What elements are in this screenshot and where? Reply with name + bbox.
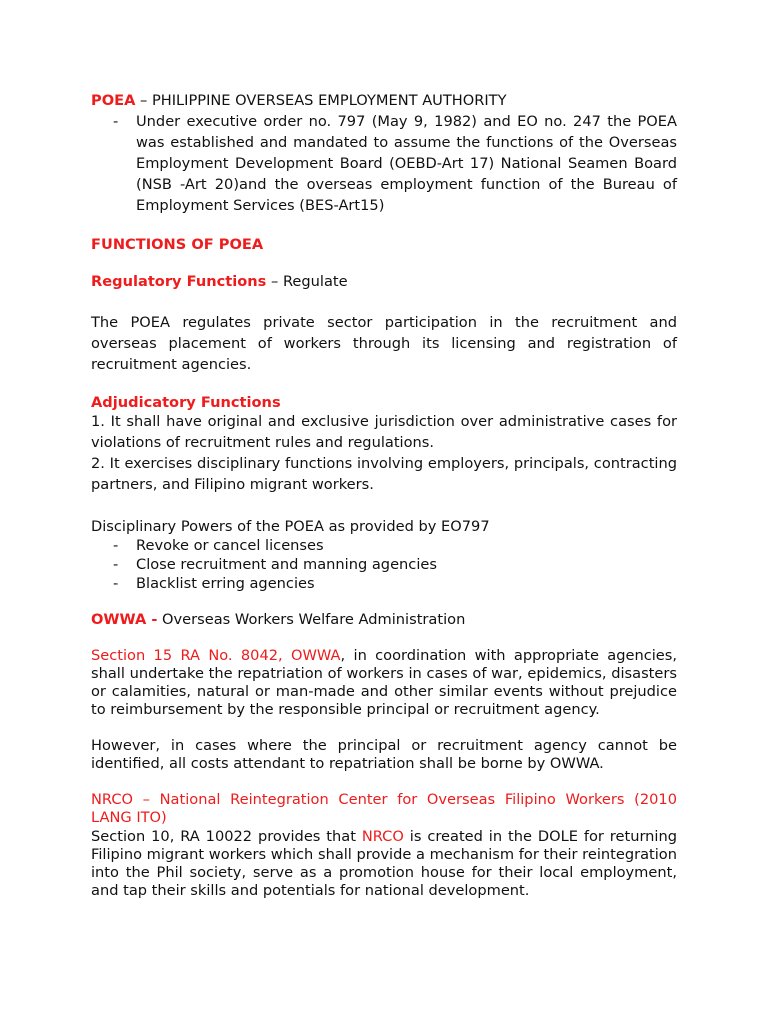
adjudicatory-heading: Adjudicatory Functions <box>91 394 281 411</box>
document-page <box>91 90 677 900</box>
regulatory-paragraph: The POEA regulates private sector participation in the recruitment and overseas placement of workers through its licensing and registration of recruitment agencies. <box>91 314 677 373</box>
bullet-dash: - <box>113 537 119 554</box>
bullet-dash: - <box>113 575 119 592</box>
functions-heading: FUNCTIONS OF POEA <box>91 236 264 253</box>
owwa-section-ref: Section 15 RA No. 8042, OWWA <box>91 647 341 664</box>
bullet-dash: - <box>113 113 119 130</box>
poea-bullet-text: Under executive order no. 797 (May 9, 1982) and EO no. 247 the POEA was established and mandated to assume the functions of the Overseas Employment Development Board (OEBD-Art 17) National Seamen Board (NSB -Art 20)and the overseas employment function of the Bureau of Employment Services (BES-Art15) <box>136 113 677 214</box>
disciplinary-item: Blacklist erring agencies <box>136 575 315 592</box>
nrco-text-after: is created in the DOLE for returning Filipino migrant workers which shall provide a mechanism for their reintegration into the Phil society, serve as a promotion house for their local employment, and tap their skills and potentials for national development. <box>91 828 677 899</box>
owwa-section-paragraph <box>91 647 677 719</box>
disciplinary-item: Close recruitment and manning agencies <box>136 556 437 573</box>
list-item <box>91 574 677 593</box>
nrco-acronym: NRCO <box>361 828 404 845</box>
owwa-title <box>91 610 677 629</box>
list-item <box>91 111 677 216</box>
poea-bullet-list <box>91 111 677 216</box>
bullet-dash: - <box>113 556 119 573</box>
nrco-text-before: Section 10, RA 10022 provides that <box>91 828 362 845</box>
owwa-however-paragraph: However, in cases where the principal or recruitment agency cannot be identified, all costs attendant to repatriation shall be borne by OWWA. <box>91 737 677 772</box>
owwa-title-rest: Overseas Workers Welfare Administration <box>157 611 466 628</box>
disciplinary-list <box>91 536 677 593</box>
disciplinary-item: Revoke or cancel licenses <box>136 537 324 554</box>
list-item <box>91 555 677 574</box>
owwa-section-text: , in coordination with appropriate agencies, shall undertake the repatriation of workers in cases of war, epidemics, disasters or calamities, natural or man-made and other similar events without prejudice to reimbursement by the responsible principal or recruitment agency. <box>91 647 677 718</box>
adjudicatory-item-2: 2. It exercises disciplinary functions involving employers, principals, contracting partners, and Filipino migrant workers. <box>91 455 677 493</box>
owwa-acronym: OWWA - <box>91 611 158 628</box>
adjudicatory-item-1: 1. It shall have original and exclusive jurisdiction over administrative cases for violations of recruitment rules and regulations. <box>91 413 677 451</box>
disciplinary-intro: Disciplinary Powers of the POEA as provided by EO797 <box>91 518 490 535</box>
nrco-paragraph <box>91 828 677 900</box>
regulatory-label-rest: – Regulate <box>266 273 348 290</box>
poea-title-rest: – PHILIPPINE OVERSEAS EMPLOYMENT AUTHORITY <box>135 92 507 109</box>
poea-acronym: POEA <box>91 92 136 109</box>
list-item <box>91 536 677 555</box>
regulatory-label: Regulatory Functions <box>91 273 267 290</box>
regulatory-heading <box>91 271 677 292</box>
nrco-title: NRCO – National Reintegration Center for Overseas Filipino Workers (2010 LANG ITO) <box>91 791 677 826</box>
poea-title <box>91 90 677 111</box>
